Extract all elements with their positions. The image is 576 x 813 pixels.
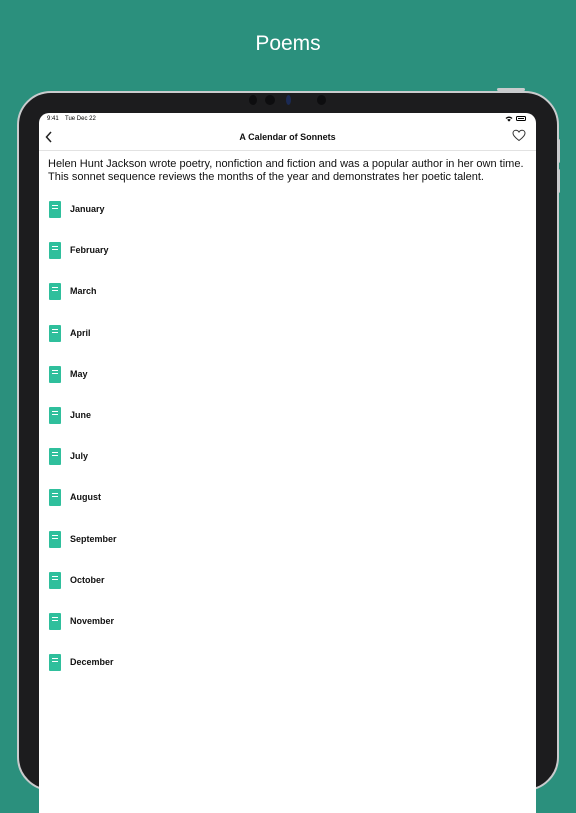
list-item-july[interactable]	[48, 446, 528, 487]
document-icon	[49, 201, 61, 218]
list-item-february[interactable]	[48, 240, 528, 281]
list-item-march[interactable]	[48, 281, 528, 322]
status-bar	[39, 113, 536, 127]
document-icon	[49, 325, 61, 342]
month-label: April	[70, 327, 91, 338]
list-item-may[interactable]	[48, 364, 528, 405]
document-icon	[49, 572, 61, 589]
status-time: 9:41	[47, 116, 59, 122]
month-label: November	[70, 615, 115, 626]
favorite-button[interactable]	[512, 129, 526, 145]
document-icon	[49, 283, 61, 300]
month-label: June	[70, 409, 92, 420]
document-icon	[49, 242, 61, 259]
wifi-icon	[505, 116, 513, 124]
camera-sensor	[249, 95, 257, 105]
document-icon	[49, 613, 61, 630]
battery-icon	[516, 116, 526, 121]
month-label: February	[70, 245, 109, 256]
list-item-april[interactable]	[48, 323, 528, 364]
camera-sensor	[286, 95, 291, 105]
promo-title: Poems	[255, 32, 321, 55]
month-label: May	[70, 368, 88, 379]
month-label: January	[70, 204, 105, 214]
list-item-december[interactable]	[48, 652, 528, 693]
month-label: March	[70, 286, 97, 297]
document-icon	[49, 489, 61, 506]
list-item-june[interactable]	[48, 405, 528, 446]
camera-sensor	[317, 95, 326, 105]
camera-sensor	[265, 95, 275, 105]
month-label: July	[70, 451, 89, 462]
document-icon	[49, 407, 61, 424]
month-label: October	[70, 574, 105, 585]
document-icon	[49, 531, 61, 548]
status-date: Tue Dec 22	[65, 116, 96, 122]
list-item-october[interactable]	[48, 570, 528, 611]
page-title: A Calendar of Sonnets	[239, 132, 336, 142]
heart-outline-icon	[512, 129, 526, 142]
intro-text: Helen Hunt Jackson wrote poetry, nonfiction and fiction and was a popular author in her own time. This sonnet sequence reviews the months of the year and demonstrates her poetic talent.	[48, 158, 524, 183]
month-label: December	[70, 657, 114, 668]
list-item-january[interactable]	[48, 199, 528, 240]
document-icon	[49, 366, 61, 383]
list-item-november[interactable]	[48, 611, 528, 652]
month-label: August	[70, 492, 101, 503]
document-icon	[49, 654, 61, 671]
app-screen	[39, 113, 536, 813]
month-label: September	[70, 533, 117, 544]
document-icon	[49, 448, 61, 465]
list-item-september[interactable]	[48, 529, 528, 570]
list-item-august[interactable]	[48, 487, 528, 528]
month-list	[48, 199, 528, 693]
navigation-bar	[39, 127, 536, 151]
